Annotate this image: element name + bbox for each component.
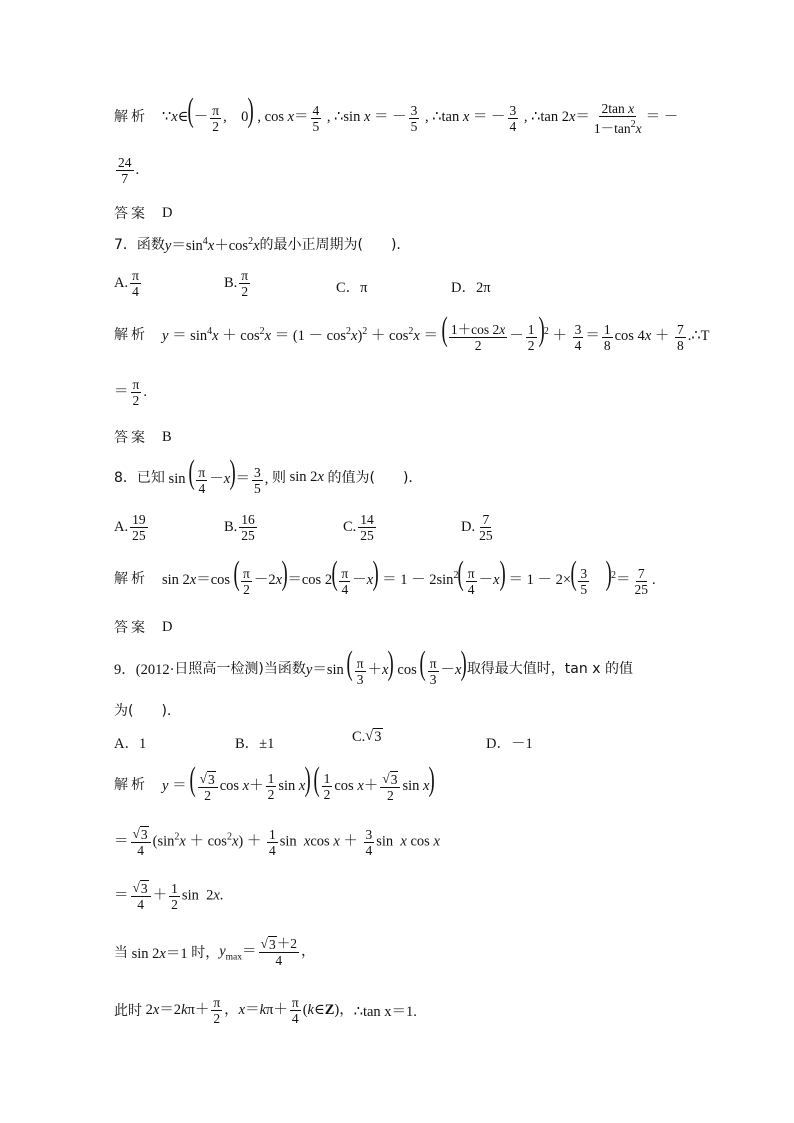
q8-option-a[interactable]: A. $\frac{19}{25}$ (114, 512, 146, 543)
q9-stem-source: 日照高一检测)当函数 (174, 661, 306, 677)
q9-stem-line2: 为( ). (114, 703, 172, 719)
sol9-ymax: $y_{max}=$ √ 3 ＋2 4 ， (219, 936, 316, 968)
sol7-line1 (114, 311, 710, 354)
q8-stem-suffix: 的值为( ). (327, 470, 413, 486)
q9-stem-prefix: 9．(2012· (114, 661, 175, 678)
sol9-line4 (114, 930, 315, 974)
analysis-label: 解析 (114, 327, 148, 343)
q7-option-c[interactable]: C．π (336, 280, 368, 296)
sol9-when-suffix: 时， (191, 945, 220, 961)
sol7-line2 (114, 372, 147, 412)
q8-option-c[interactable]: C. $\frac{14}{25}$ (343, 512, 374, 543)
sol8-formula: sin 2x＝cos ( $\frac{\pi}{2}$ －2x)＝cos 2( $\frac{\pi}{4}$ $-x) = 1 - 2\sin^2$( $\frac{\pi}{4}$ －x) ＝ 1 － 2×( $\frac{3}{5}$ )$^2$＝ $\frac{7}{25}$ . (162, 555, 656, 597)
q9-stem-suffix: 取得最大值时，tan x 的值 (466, 661, 633, 677)
sol9-final: ∴tan x＝1. (353, 1003, 417, 1020)
q9-option-b[interactable]: B．±1 (235, 736, 275, 752)
sol9-when-prefix: 当 (114, 945, 128, 961)
sol9-then-prefix: 此时 (114, 1003, 142, 1019)
sol9-line1 (114, 762, 435, 806)
answer-label: 答案 (114, 430, 148, 446)
q9-option-d[interactable]: D．－1 (486, 736, 533, 752)
q9-function: y＝sin ( $\frac{\pi}{3}$ ＋x) cos ( $\frac{\pi}{3}$ －x) (305, 645, 468, 687)
analysis-label: 解析 (114, 109, 148, 125)
answer-label: 答案 (114, 620, 148, 636)
q7-stem-suffix: 的最小正周期为( ). (259, 237, 401, 253)
sol9-line5 (114, 988, 417, 1032)
q7-stem (114, 233, 401, 255)
answer-value: B (162, 428, 172, 445)
q7-option-a[interactable]: A. $\frac{\pi}{4}$ (114, 268, 139, 299)
q8-stem (114, 454, 413, 497)
q7-stem-prefix: 7．函数 (114, 237, 165, 253)
sol9-then-formula: 2x＝2kπ＋ $\frac{\pi}{2}$ ，x＝kπ＋ $\frac{\pi}{4}$ (k∈Z)， (142, 994, 354, 1026)
sol9-formula1: y ＝ ( √ 3 2 cos x＋ $\frac{1}{2}$ sin x) ( $\frac{1}{2}$ cos x＋ √ 3 2 sin x) (162, 761, 436, 803)
q9-option-a[interactable]: A．1 (114, 736, 147, 752)
sol6-formula: ∵x∈(－ $\frac{\pi}{2}$ , 0) , cos x＝ $\frac{4}{5}$ , ∴sin x ＝ － $\frac{3}{5}$ , ∴tan x ＝ － $\frac{3}{4}$ , ∴tan 2x＝ $\frac{\text{2tan x}}{1-\tan^2x}$ ＝ － (162, 92, 679, 136)
q9-option-c[interactable]: C. √ 3 (352, 728, 382, 745)
q7-option-b[interactable]: B. $\frac{\pi}{2}$ (224, 268, 249, 299)
sol7-result: ＝ $\frac{\pi}{2}$ . (114, 376, 147, 408)
analysis-label: 解析 (114, 571, 148, 587)
answer-value: D (162, 204, 173, 221)
q8-stem-prefix: 8．已知 (114, 470, 165, 486)
sol6-line1 (114, 92, 679, 136)
q8-condition: sin ( $\frac{\pi}{4}$ －x)＝ $\frac{3}{5}$ , (164, 454, 273, 496)
sol9-line2 (114, 820, 440, 864)
q8-target: sin 2x (286, 468, 324, 485)
sol6-line2: $\frac{24}{7}$ . (118, 154, 140, 186)
q8-stem-mid: 则 (272, 470, 287, 486)
answer-value: D (162, 618, 173, 635)
sol9-formula2: ＝ √ 3 4 $(\sin^2x + \cos^2x)$ ＋ $\frac{1}{4}$ sin xcos x ＋ $\frac{3}{4}$ sin x cos x (114, 826, 440, 858)
sol9-formula3: ＝ √ 3 4 ＋ $\frac{1}{2}$ sin 2x. (114, 880, 224, 912)
sol7-answer (114, 427, 172, 447)
analysis-label: 解析 (114, 777, 148, 793)
sol7-formula: $y = \sin^4x + \cos^2x = (1 - \cos^2x)^2 + \cos^2x$ ＝ ( $\frac{1+\cos 2x}{2}$ － $\frac{1}{2}$ )$^2$ ＋ $\frac{3}{4}$ ＝ $\frac{1}{8}$ cos 4x ＋ $\frac{7}{8}$ .∴T (162, 311, 710, 353)
sol6-result: $\frac{24}{7}$ (118, 154, 132, 186)
sol9-when-cond: sin 2x＝1 (128, 945, 192, 962)
answer-label: 答案 (114, 206, 148, 222)
q9-stem-line1 (114, 645, 633, 688)
q8-option-b[interactable]: B. $\frac{16}{25}$ (224, 512, 255, 543)
sol8-answer (114, 617, 172, 637)
sol8-line (114, 555, 656, 598)
q8-option-d[interactable]: D. $\frac{7}{25}$ (461, 512, 493, 543)
sol9-line3 (114, 874, 223, 918)
sol6-answer (114, 203, 172, 223)
q7-function: $y=\sin^4x+\cos^2x$ (164, 235, 260, 254)
q7-option-d[interactable]: D．2π (451, 280, 491, 296)
